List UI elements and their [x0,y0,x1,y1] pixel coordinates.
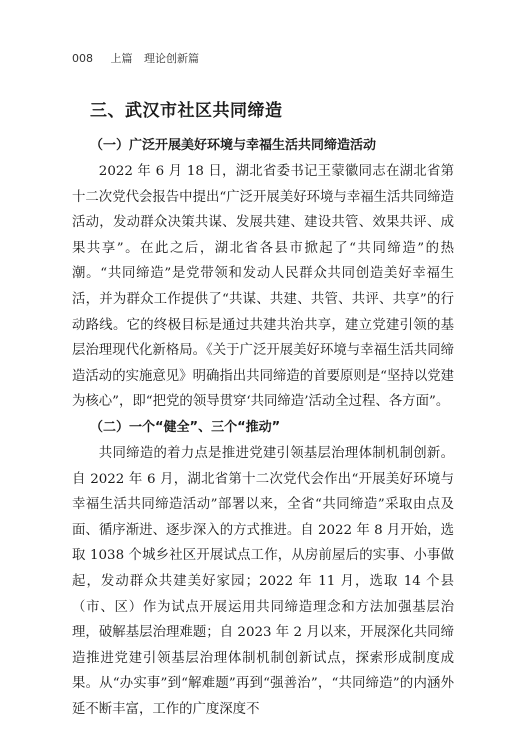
part-label: 上篇 [110,52,133,65]
running-header [72,50,199,66]
paragraph-1: 2022 年 6 月 18 日，湖北省委书记王蒙徽同志在湖北省第十二次党代会报告中提出“广泛开展美好环境与幸福生活共同缔造活动，发动群众决策共谋、发展共建、建设共管、效果共评、成果共享”。在此之后，湖北省各县市掀起了“共同缔造”的热潮。“共同缔造”是党带领和发动人民群众共同创造美好幸福生活，并为群众工作提供了“共谋、共建、共管、共评、共享”的行动路线。它的终极目标是通过共建共治共享，建立党建引领的基层治理现代化新格局。《关于广泛开展美好环境与幸福生活共同缔造活动的实施意见》明确指出共同缔造的首要原则是“坚持以党建为核心”，即“把党的领导贯穿‘共同缔造’活动全过程、各方面”。 [72,164,454,410]
page-number: 008 [72,52,93,65]
subsection-heading-2: （二）一个“健全”、三个“推动” [90,419,281,435]
body-content [72,133,454,722]
section-title: 三、武汉市社区共同缔造 [90,101,283,121]
subsection-heading-1: （一）广泛开展美好环境与幸福生活共同缔造活动 [90,138,377,153]
book-title: 理论创新篇 [144,52,199,65]
paragraph-2: 共同缔造的着力点是推进党建引领基层治理体制机制创新。自 2022 年 6 月，湖北省第十二次党代会作出“开展美好环境与幸福生活共同缔造活动”部署以来，全省“共同缔造”采取由点及面、循序渐进、逐步深入的方式推进。自 2022 年 8 月开始，选取 1038 个城乡社区开展试点工作，从房前屋后的实事、小事做起，发动群众共建美好家园；2022 年 11 月，选取 14 个县（市、区）作为试点开展运用共同缔造理念和方法加强基层治理，破解基层治理难题；自 2023 年 2 月以来，开展深化共同缔造推进党建引领基层治理体制机制创新试点，探索形成制度成果。从“办实事”到“解难题”再到“强善治”，“共同缔造”的内涵外延不断丰富，工作的广度深度不 [72,445,454,717]
